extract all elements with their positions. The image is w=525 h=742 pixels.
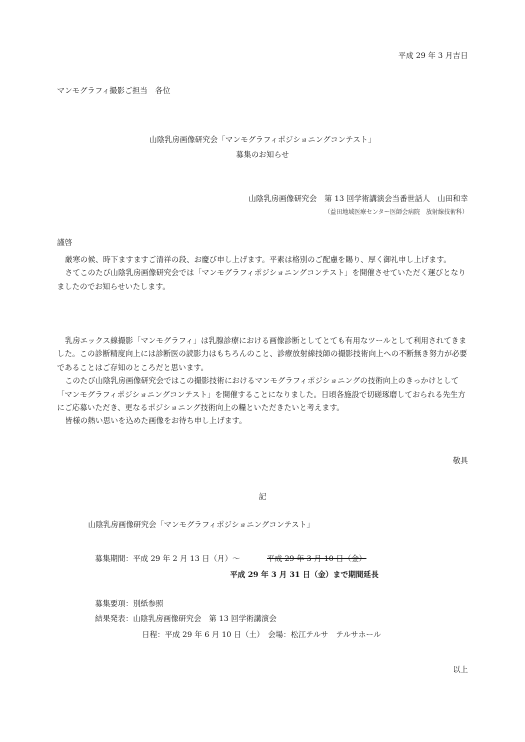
paragraph: 厳寒の候、時下ますますご清祥の段、お慶び申し上げます。平素は格別のご配慮を賜り、厚く御礼申し上げます。 <box>65 255 452 264</box>
schedule-line: 日程：平成 29 年 6 月 10 日（土） 会場：松江テルサ テルサホール <box>142 630 381 639</box>
event-title: 山陰乳房画像研究会「マンモグラフィポジショニングコンテスト」 <box>88 520 315 529</box>
results-line: 結果発表：山陰乳房画像研究会 第 13 回学術講演会 <box>95 614 277 623</box>
paragraph: 皆様の熱い思いを込めた画像をお待ち申し上げます。 <box>65 416 247 426</box>
document-subtitle: 募集のお知らせ <box>236 150 289 159</box>
closing-keigu: 敬具 <box>452 456 468 465</box>
salutation: 謹啓 <box>57 238 73 247</box>
paragraph: 乳房エックス線撮影「マンモグラフィ」は乳腺診療における画像診断としてとても有用なツールとして利用されてきました。この診断精度向上には診断医の読影力はもちろんのこと、診療放射線技師の撮影技術向上への不断無き努力が必要であることはご存知のところだと思います。 <box>57 336 468 372</box>
period-extension: 平成 29 年 3 月 31 日（金）まで期間延長 <box>230 570 379 579</box>
paragraph-block-2 <box>57 334 473 428</box>
guidelines-line: 募集要項：別紙参照 <box>95 599 164 608</box>
period-old-end: 平成 29 年 3 月 10 日（金） <box>267 554 367 563</box>
sender-line: 山陰乳房画像研究会 第 13 回学術講演会当番世話人 山田和幸 <box>248 194 468 203</box>
end-marker: 以上 <box>452 665 468 674</box>
ki-marker: 記 <box>258 492 267 501</box>
paragraph: このたび山陰乳房画像研究会ではこの撮影技術におけるマンモグラフィポジショニングの技術向上のきっかけとして「マンモグラフィポジショニングコンテスト」を開催することになりました。日頃各施設で切磋琢磨しておられる先生方にご応募いただき、更なるポジショニング技術向上の糧といただきたいと考えます。 <box>57 376 466 413</box>
letter-date: 平成 29 年 3 月吉日 <box>398 51 468 60</box>
sender-affiliation: （益田地域医療センター医師会病院 放射線技術科） <box>324 209 468 216</box>
recipient-line: マンモグラフィ撮影ご担当 各位 <box>57 86 171 95</box>
paragraph-block-1 <box>57 253 473 293</box>
document-title: 山陰乳房画像研究会「マンモグラフィポジショニングコンテスト」 <box>149 135 376 144</box>
paragraph: さてこのたび山陰乳房画像研究会では「マンモグラフィポジショニングコンテスト」を開催させていただく運びとなりましたのでお知らせいたします。 <box>57 268 466 291</box>
period-label: 募集期間：平成 29 年 2 月 13 日（月）～ <box>95 554 240 563</box>
